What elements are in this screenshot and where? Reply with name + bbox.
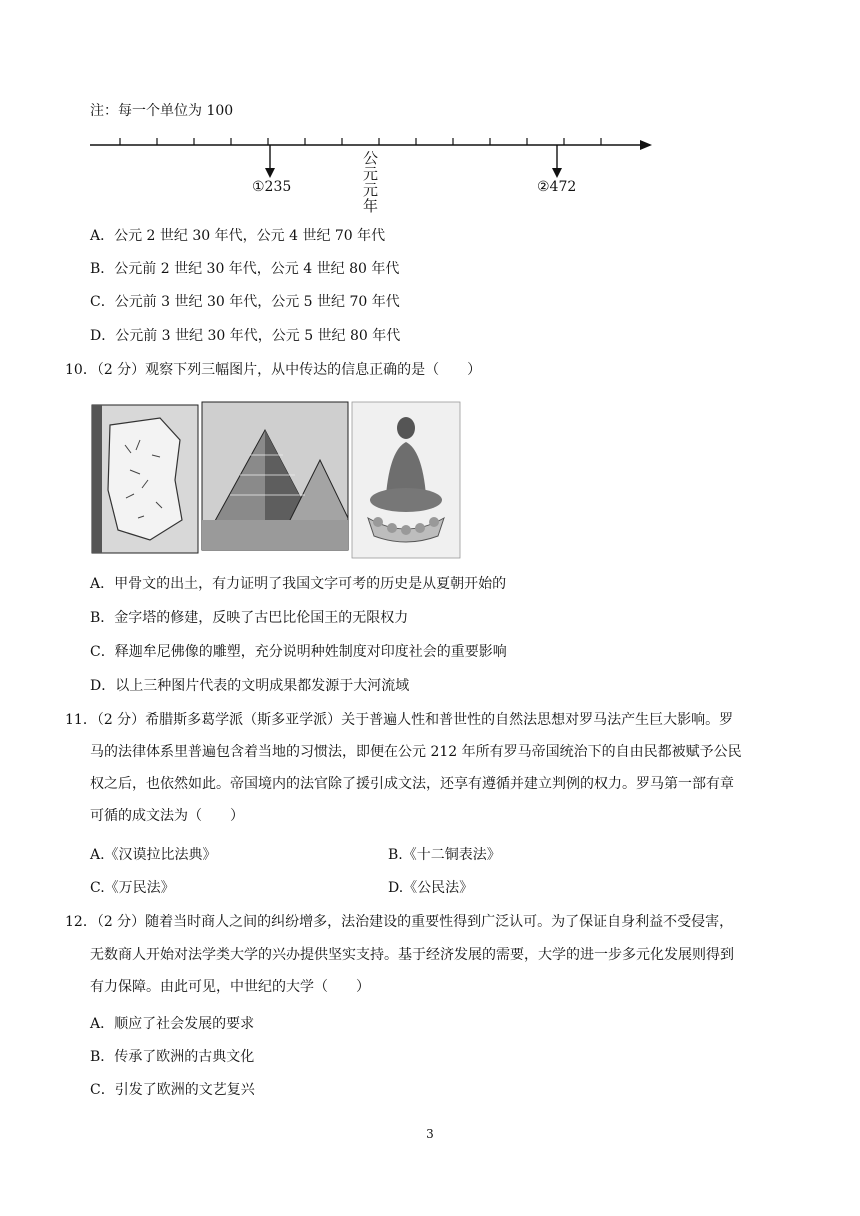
ce-label-char-2: 元 (363, 165, 379, 183)
timeline-ticks (120, 138, 601, 145)
ce-label-char-1: 公 (363, 149, 379, 167)
q10-figures (90, 400, 470, 560)
q11-option-b: B.《十二铜表法》 (388, 847, 501, 863)
q9-option-d: D．公元前 3 世纪 30 年代，公元 5 世纪 80 年代 (90, 328, 401, 344)
q12-stem-line-3: 有力保障。由此可见，中世纪的大学（ ） (90, 979, 370, 995)
q10-option-b: B．金字塔的修建，反映了古巴比伦国王的无限权力 (90, 610, 409, 626)
oracle-bone-image (92, 405, 198, 553)
q12-stem-line-2: 无数商人开始对法学类大学的兴办提供坚实支持。基于经济发展的需要，大学的进一步多元化发展则得到 (90, 947, 734, 963)
buddha-statue-image (352, 402, 460, 558)
timeline-diagram (80, 128, 680, 218)
q11-stem-line-1: 11．（2 分）希腊斯多葛学派（斯多亚学派）关于普遍人性和普世性的自然法思想对罗马法产生巨大影响。罗 (65, 712, 734, 728)
timeline-note: 注：每一个单位为 100 (90, 103, 234, 119)
q12-option-a: A．顺应了社会发展的要求 (90, 1016, 255, 1032)
marker2-label: ②472 (537, 179, 577, 195)
q11-stem-line-2: 马的法律体系里普遍包含着当地的习惯法，即便在公元 212 年所有罗马帝国统治下的自由民都被赋予公民 (90, 744, 742, 760)
ce-label-char-3: 元 (363, 181, 379, 199)
q11-option-d: D.《公民法》 (388, 880, 474, 896)
timeline-arrowhead (640, 140, 652, 150)
page-number: 3 (426, 1127, 434, 1141)
q11-option-c: C.《万民法》 (90, 880, 175, 896)
q12-option-b: B．传承了欧洲的古典文化 (90, 1049, 255, 1065)
pyramid-image (202, 402, 348, 550)
q10-option-a: A．甲骨文的出土，有力证明了我国文字可考的历史是从夏朝开始的 (90, 576, 507, 592)
ce-label-char-4: 年 (363, 197, 379, 215)
q10-option-c: C．释迦牟尼佛像的雕塑，充分说明种姓制度对印度社会的重要影响 (90, 644, 507, 660)
marker1-label: ①235 (252, 179, 292, 195)
q11-stem-line-4: 可循的成文法为（ ） (90, 808, 244, 824)
q11-option-a: A.《汉谟拉比法典》 (90, 847, 217, 863)
q12-stem-line-1: 12．（2 分）随着当时商人之间的纠纷增多，法治建设的重要性得到广泛认可。为了保证自身利益不受侵害， (65, 914, 734, 930)
marker2-arrowhead (552, 168, 562, 178)
q12-option-c: C．引发了欧洲的文艺复兴 (90, 1082, 255, 1098)
q11-stem-line-3: 权之后，也依然如此。帝国境内的法官除了援引成文法，还享有遵循并建立判例的权力。罗马第一部有章 (90, 776, 734, 792)
q10-option-d: D．以上三种图片代表的文明成果都发源于大河流域 (90, 678, 410, 694)
marker1-arrowhead (265, 168, 275, 178)
q9-option-a: A．公元 2 世纪 30 年代，公元 4 世纪 70 年代 (90, 228, 386, 244)
q10-stem: 10．（2 分）观察下列三幅图片，从中传达的信息正确的是（ ） (65, 362, 482, 378)
q9-option-c: C．公元前 3 世纪 30 年代，公元 5 世纪 70 年代 (90, 294, 400, 310)
q9-option-b: B．公元前 2 世纪 30 年代，公元 4 世纪 80 年代 (90, 261, 400, 277)
